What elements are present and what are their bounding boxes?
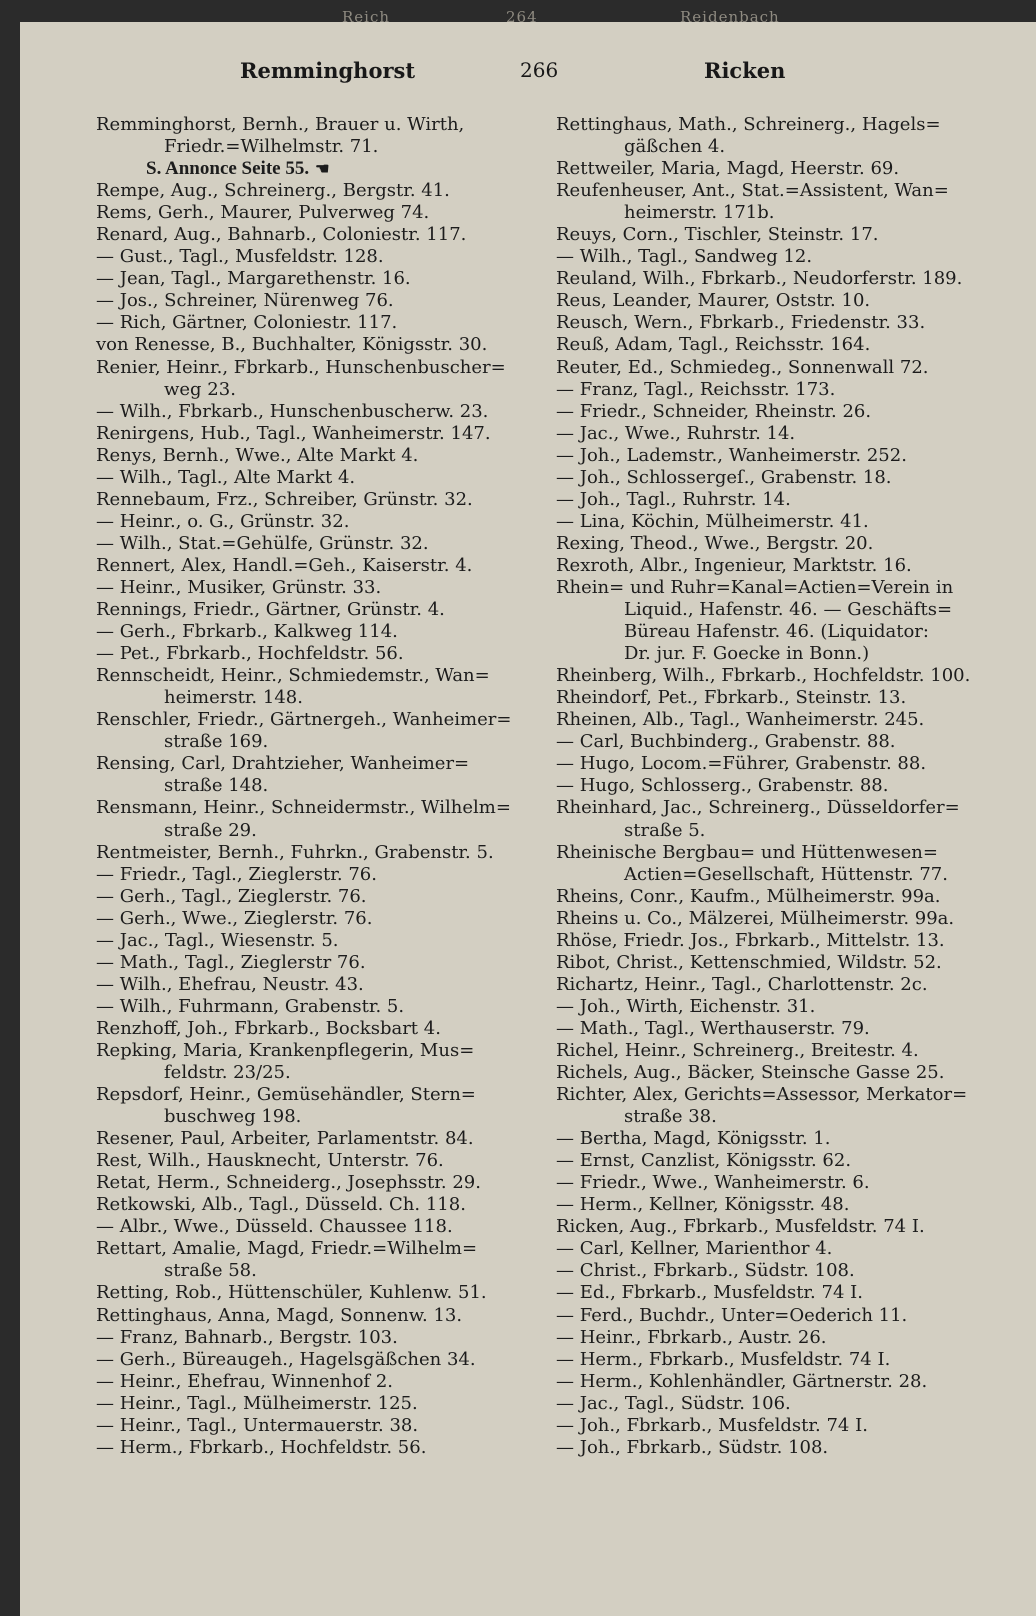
directory-entry-line: Rennebaum, Frz., Schreiber, Grünstr. 32. [96, 488, 473, 510]
directory-entry-line: Renys, Bernh., Wwe., Alte Markt 4. [96, 444, 419, 466]
directory-entry-line: heimerstr. 171b. [624, 202, 775, 224]
directory-entry-line: Rempe, Aug., Schreinerg., Bergstr. 41. [96, 180, 450, 202]
directory-entry-line: — Joh., Wirth, Eichenstr. 31. [556, 995, 816, 1017]
directory-entry-line: heimerstr. 148. [164, 687, 303, 709]
directory-entry-line: weg 23. [164, 378, 236, 400]
directory-entry-line: Renier, Heinr., Fbrkarb., Hunschenbuscher= [96, 356, 506, 378]
directory-entry-line: Rest, Wilh., Hausknecht, Unterstr. 76. [96, 1150, 444, 1172]
directory-entry-line: straße 29. [164, 819, 257, 841]
directory-entry-line: Renard, Aug., Bahnarb., Coloniestr. 117. [96, 224, 467, 246]
directory-entry-line: Reuys, Corn., Tischler, Steinstr. 17. [556, 224, 879, 246]
directory-entry-line: Rennert, Alex, Handl.=Geh., Kaiserstr. 4. [96, 554, 473, 576]
directory-entry-line: Retting, Rob., Hüttenschüler, Kuhlenw. 51. [96, 1282, 487, 1304]
directory-entry-line: — Heinr., Tagl., Untermauerstr. 38. [96, 1414, 419, 1436]
directory-entry-line: — Joh., Fbrkarb., Südstr. 108. [556, 1436, 829, 1458]
bleed-through-header [0, 2, 1036, 32]
directory-entry-line: — Herm., Kellner, Königsstr. 48. [556, 1194, 850, 1216]
page-number: 266 [520, 58, 559, 82]
directory-entry-line: — Franz, Bahnarb., Bergstr. 103. [96, 1326, 398, 1348]
directory-entry-line: Richel, Heinr., Schreinerg., Breitestr. 4. [556, 1039, 919, 1061]
directory-entry-line: — Heinr., Musiker, Grünstr. 33. [96, 576, 382, 598]
annonce-reference [96, 158, 526, 180]
directory-entry-line: Remminghorst, Bernh., Brauer u. Wirth, [96, 114, 465, 135]
directory-entry-line: — Friedr., Schneider, Rheinstr. 26. [556, 400, 872, 422]
directory-entry-line: — Wilh., Fbrkarb., Hunschenbuscherw. 23. [96, 400, 489, 422]
page-header [0, 58, 1036, 98]
directory-entry-line: — Wilh., Ehefrau, Neustr. 43. [96, 973, 364, 995]
directory-entry-line: — Hugo, Locom.=Führer, Grabenstr. 88. [556, 753, 927, 775]
directory-entry-line: Rheins u. Co., Mälzerei, Mülheimerstr. 99a. [556, 907, 955, 929]
directory-entry-line: — Wilh., Tagl., Sandweg 12. [556, 246, 813, 268]
directory-entry-line: Dr. jur. F. Goecke in Bonn.) [624, 643, 870, 665]
directory-entry-line: Rettinghaus, Anna, Magd, Sonnenw. 13. [96, 1304, 463, 1326]
directory-entry-line: — Joh., Fbrkarb., Musfeldstr. 74 I. [556, 1414, 868, 1436]
directory-entry-line: Rheinische Bergbau= und Hüttenwesen= [556, 841, 938, 863]
directory-entry-line: straße 148. [164, 775, 269, 797]
directory-entry-line: — Ed., Fbrkarb., Musfeldstr. 74 I. [556, 1282, 863, 1304]
directory-entry-line: feldstr. 23/25. [164, 1062, 291, 1084]
directory-entry-line: Rheinen, Alb., Tagl., Wanheimerstr. 245. [556, 709, 925, 731]
ghost-header-right: Reidenbach [680, 8, 780, 26]
directory-entry-line: Rexing, Theod., Wwe., Bergstr. 20. [556, 532, 874, 554]
directory-entry-line: — Jac., Tagl., Wiesenstr. 5. [96, 929, 339, 951]
left-column [96, 114, 526, 1459]
directory-entry-line: Rhein= und Ruhr=Kanal=Actien=Verein in [556, 576, 954, 598]
directory-entry-line: — Wilh., Fuhrmann, Grabenstr. 5. [96, 995, 405, 1017]
directory-entry-line: — Carl, Kellner, Marienthor 4. [556, 1238, 833, 1260]
directory-entry-line: — Herm., Kohlenhändler, Gärtnerstr. 28. [556, 1370, 928, 1392]
directory-entry-line: Rheins, Conr., Kaufm., Mülheimerstr. 99a. [556, 885, 941, 907]
directory-entry-line: — Christ., Fbrkarb., Südstr. 108. [556, 1260, 855, 1282]
directory-entry-line: Rheinhard, Jac., Schreinerg., Düsseldorfer= [556, 797, 960, 819]
ghost-header-left: Reich [342, 8, 391, 26]
directory-entry-line: — Franz, Tagl., Reichsstr. 173. [556, 378, 836, 400]
directory-entry-line: Liquid., Hafenstr. 46. — Geschäfts= [624, 599, 953, 621]
directory-entry-line: Reuß, Adam, Tagl., Reichsstr. 164. [556, 334, 871, 356]
directory-entry-line: — Pet., Fbrkarb., Hochfeldstr. 56. [96, 643, 404, 665]
directory-entry-line: — Heinr., o. G., Grünstr. 32. [96, 510, 350, 532]
header-right-keyword: Ricken [704, 58, 786, 83]
directory-entry-line: — Jean, Tagl., Margarethenstr. 16. [96, 268, 411, 290]
pointing-hand-icon: ☚ [315, 161, 330, 179]
directory-entry-line: Rheindorf, Pet., Fbrkarb., Steinstr. 13. [556, 687, 907, 709]
directory-entry-line: — Gerh., Büreaugeh., Hagelsgäßchen 34. [96, 1348, 476, 1370]
directory-entry-line: Richels, Aug., Bäcker, Steinsche Gasse 25. [556, 1062, 945, 1084]
header-left-keyword: Remminghorst [240, 58, 416, 83]
directory-entry-line: — Joh., Lademstr., Wanheimerstr. 252. [556, 444, 907, 466]
directory-entry-line: — Friedr., Wwe., Wanheimerstr. 6. [556, 1172, 870, 1194]
directory-entry-line: Reuland, Wilh., Fbrkarb., Neudorferstr. 189. [556, 268, 963, 290]
directory-entry-line: Rensmann, Heinr., Schneidermstr., Wilhelm= [96, 797, 511, 819]
directory-entry-line: — Gerh., Wwe., Zieglerstr. 76. [96, 907, 373, 929]
directory-entry-line: Rensing, Carl, Drahtzieher, Wanheimer= [96, 753, 470, 775]
directory-entry-line: Retkowski, Alb., Tagl., Düsseld. Ch. 118. [96, 1194, 466, 1216]
directory-entry-line: — Rich, Gärtner, Coloniestr. 117. [96, 312, 398, 334]
directory-entry-line: Repking, Maria, Krankenpflegerin, Mus= [96, 1039, 475, 1061]
directory-entry-line: Renzhoff, Joh., Fbrkarb., Bocksbart 4. [96, 1017, 441, 1039]
annonce-text: S. Annonce Seite 55. [146, 158, 310, 180]
directory-entry-line: — Carl, Buchbinderg., Grabenstr. 88. [556, 731, 896, 753]
directory-entry-line: — Gerh., Tagl., Zieglerstr. 76. [96, 885, 367, 907]
directory-entry-line: — Wilh., Stat.=Gehülfe, Grünstr. 32. [96, 532, 429, 554]
directory-entry-line: Resener, Paul, Arbeiter, Parlamentstr. 84. [96, 1128, 474, 1150]
directory-entry-line: — Wilh., Tagl., Alte Markt 4. [96, 466, 356, 488]
directory-entry-line: — Friedr., Tagl., Zieglerstr. 76. [96, 863, 377, 885]
directory-entry-line: straße 38. [624, 1106, 717, 1128]
directory-entry-line: Richartz, Heinr., Tagl., Charlottenstr. 2c. [556, 973, 928, 995]
directory-entry-line: Rettinghaus, Math., Schreinerg., Hagels= [556, 114, 941, 135]
directory-entry-line: straße 5. [624, 819, 706, 841]
directory-entry-line: — Gerh., Fbrkarb., Kalkweg 114. [96, 621, 398, 643]
directory-entry-line: — Herm., Fbrkarb., Hochfeldstr. 56. [96, 1436, 427, 1458]
directory-entry-line: Rentmeister, Bernh., Fuhrkn., Grabenstr. 5. [96, 841, 494, 863]
directory-entry-line: Retat, Herm., Schneiderg., Josephsstr. 29. [96, 1172, 481, 1194]
directory-entry-line: — Math., Tagl., Zieglerstr 76. [96, 951, 366, 973]
directory-entry-line: Actien=Gesellschaft, Hüttenstr. 77. [624, 863, 948, 885]
directory-entry-line: Repsdorf, Heinr., Gemüsehändler, Stern= [96, 1084, 476, 1106]
directory-entry-line: Reus, Leander, Maurer, Oststr. 10. [556, 290, 871, 312]
directory-entry-line: — Bertha, Magd, Königsstr. 1. [556, 1128, 831, 1150]
directory-entry-line: — Heinr., Tagl., Mülheimerstr. 125. [96, 1392, 418, 1414]
directory-entry-line: — Hugo, Schlosserg., Grabenstr. 88. [556, 775, 889, 797]
right-column [556, 114, 984, 1459]
directory-entry-line: Rheinberg, Wilh., Fbrkarb., Hochfeldstr. 100. [556, 665, 971, 687]
directory-entry-line: — Jac., Tagl., Südstr. 106. [556, 1392, 791, 1414]
directory-entry-line: — Joh., Schlossergeſ., Grabenstr. 18. [556, 466, 892, 488]
directory-entry-line: Büreau Hafenstr. 46. (Liquidator: [624, 621, 929, 643]
directory-entry-line: — Heinr., Ehefrau, Winnenhof 2. [96, 1370, 393, 1392]
directory-entry-line: Rennscheidt, Heinr., Schmiedemstr., Wan= [96, 665, 490, 687]
directory-entry-line: — Heinr., Fbrkarb., Austr. 26. [556, 1326, 827, 1348]
directory-entry-line: — Ernst, Canzlist, Königsstr. 62. [556, 1150, 852, 1172]
directory-entry-line: Rettart, Amalie, Magd, Friedr.=Wilhelm= [96, 1238, 478, 1260]
directory-entry-line: Reufenheuser, Ant., Stat.=Assistent, Wan= [556, 180, 949, 202]
directory-entry-line: Rettweiler, Maria, Magd, Heerstr. 69. [556, 158, 900, 180]
directory-entry-line: — Albr., Wwe., Düsseld. Chaussee 118. [96, 1216, 453, 1238]
directory-entry-line: — Jac., Wwe., Ruhrstr. 14. [556, 422, 796, 444]
directory-entry-line: — Joh., Tagl., Ruhrstr. 14. [556, 488, 791, 510]
directory-entry-line: Reuter, Ed., Schmiedeg., Sonnenwall 72. [556, 356, 929, 378]
directory-entry-line: buschweg 198. [164, 1106, 302, 1128]
directory-entry-line: Ricken, Aug., Fbrkarb., Musfeldstr. 74 I. [556, 1216, 925, 1238]
directory-entry-line: straße 58. [164, 1260, 257, 1282]
directory-entry-line: — Jos., Schreiner, Nürenweg 76. [96, 290, 394, 312]
directory-entry-line: Rems, Gerh., Maurer, Pulverweg 74. [96, 202, 430, 224]
directory-entry-line: — Lina, Köchin, Mülheimerstr. 41. [556, 510, 869, 532]
directory-entry-line: Friedr.=Wilhelmstr. 71. [164, 136, 379, 158]
ghost-header-center: 264 [506, 8, 538, 26]
directory-entry-line: Rhöse, Friedr. Jos., Fbrkarb., Mittelstr. 13. [556, 929, 945, 951]
directory-entry-line: Ribot, Christ., Kettenschmied, Wildstr. 52. [556, 951, 942, 973]
directory-entry-line: Renschler, Friedr., Gärtnergeh., Wanheimer= [96, 709, 512, 731]
directory-entry-line: Reusch, Wern., Fbrkarb., Friedenstr. 33. [556, 312, 926, 334]
directory-entry-line: von Renesse, B., Buchhalter, Königsstr. 30. [96, 334, 488, 356]
directory-entry-line: Renirgens, Hub., Tagl., Wanheimerstr. 147. [96, 422, 491, 444]
directory-entry-line: — Herm., Fbrkarb., Musfeldstr. 74 I. [556, 1348, 891, 1370]
directory-entry-line: Richter, Alex, Gerichts=Assessor, Merkator= [556, 1084, 968, 1106]
directory-entry-line: Rennings, Friedr., Gärtner, Grünstr. 4. [96, 599, 445, 621]
directory-entry-line: — Gust., Tagl., Musfeldstr. 128. [96, 246, 384, 268]
directory-entry-line: gäßchen 4. [624, 136, 726, 158]
directory-entry-line: straße 169. [164, 731, 269, 753]
directory-entry-line: — Ferd., Buchdr., Unter=Oederich 11. [556, 1304, 908, 1326]
directory-entry-line: Rexroth, Albr., Ingenieur, Marktstr. 16. [556, 554, 912, 576]
directory-entry-line: — Math., Tagl., Werthauserstr. 79. [556, 1017, 870, 1039]
